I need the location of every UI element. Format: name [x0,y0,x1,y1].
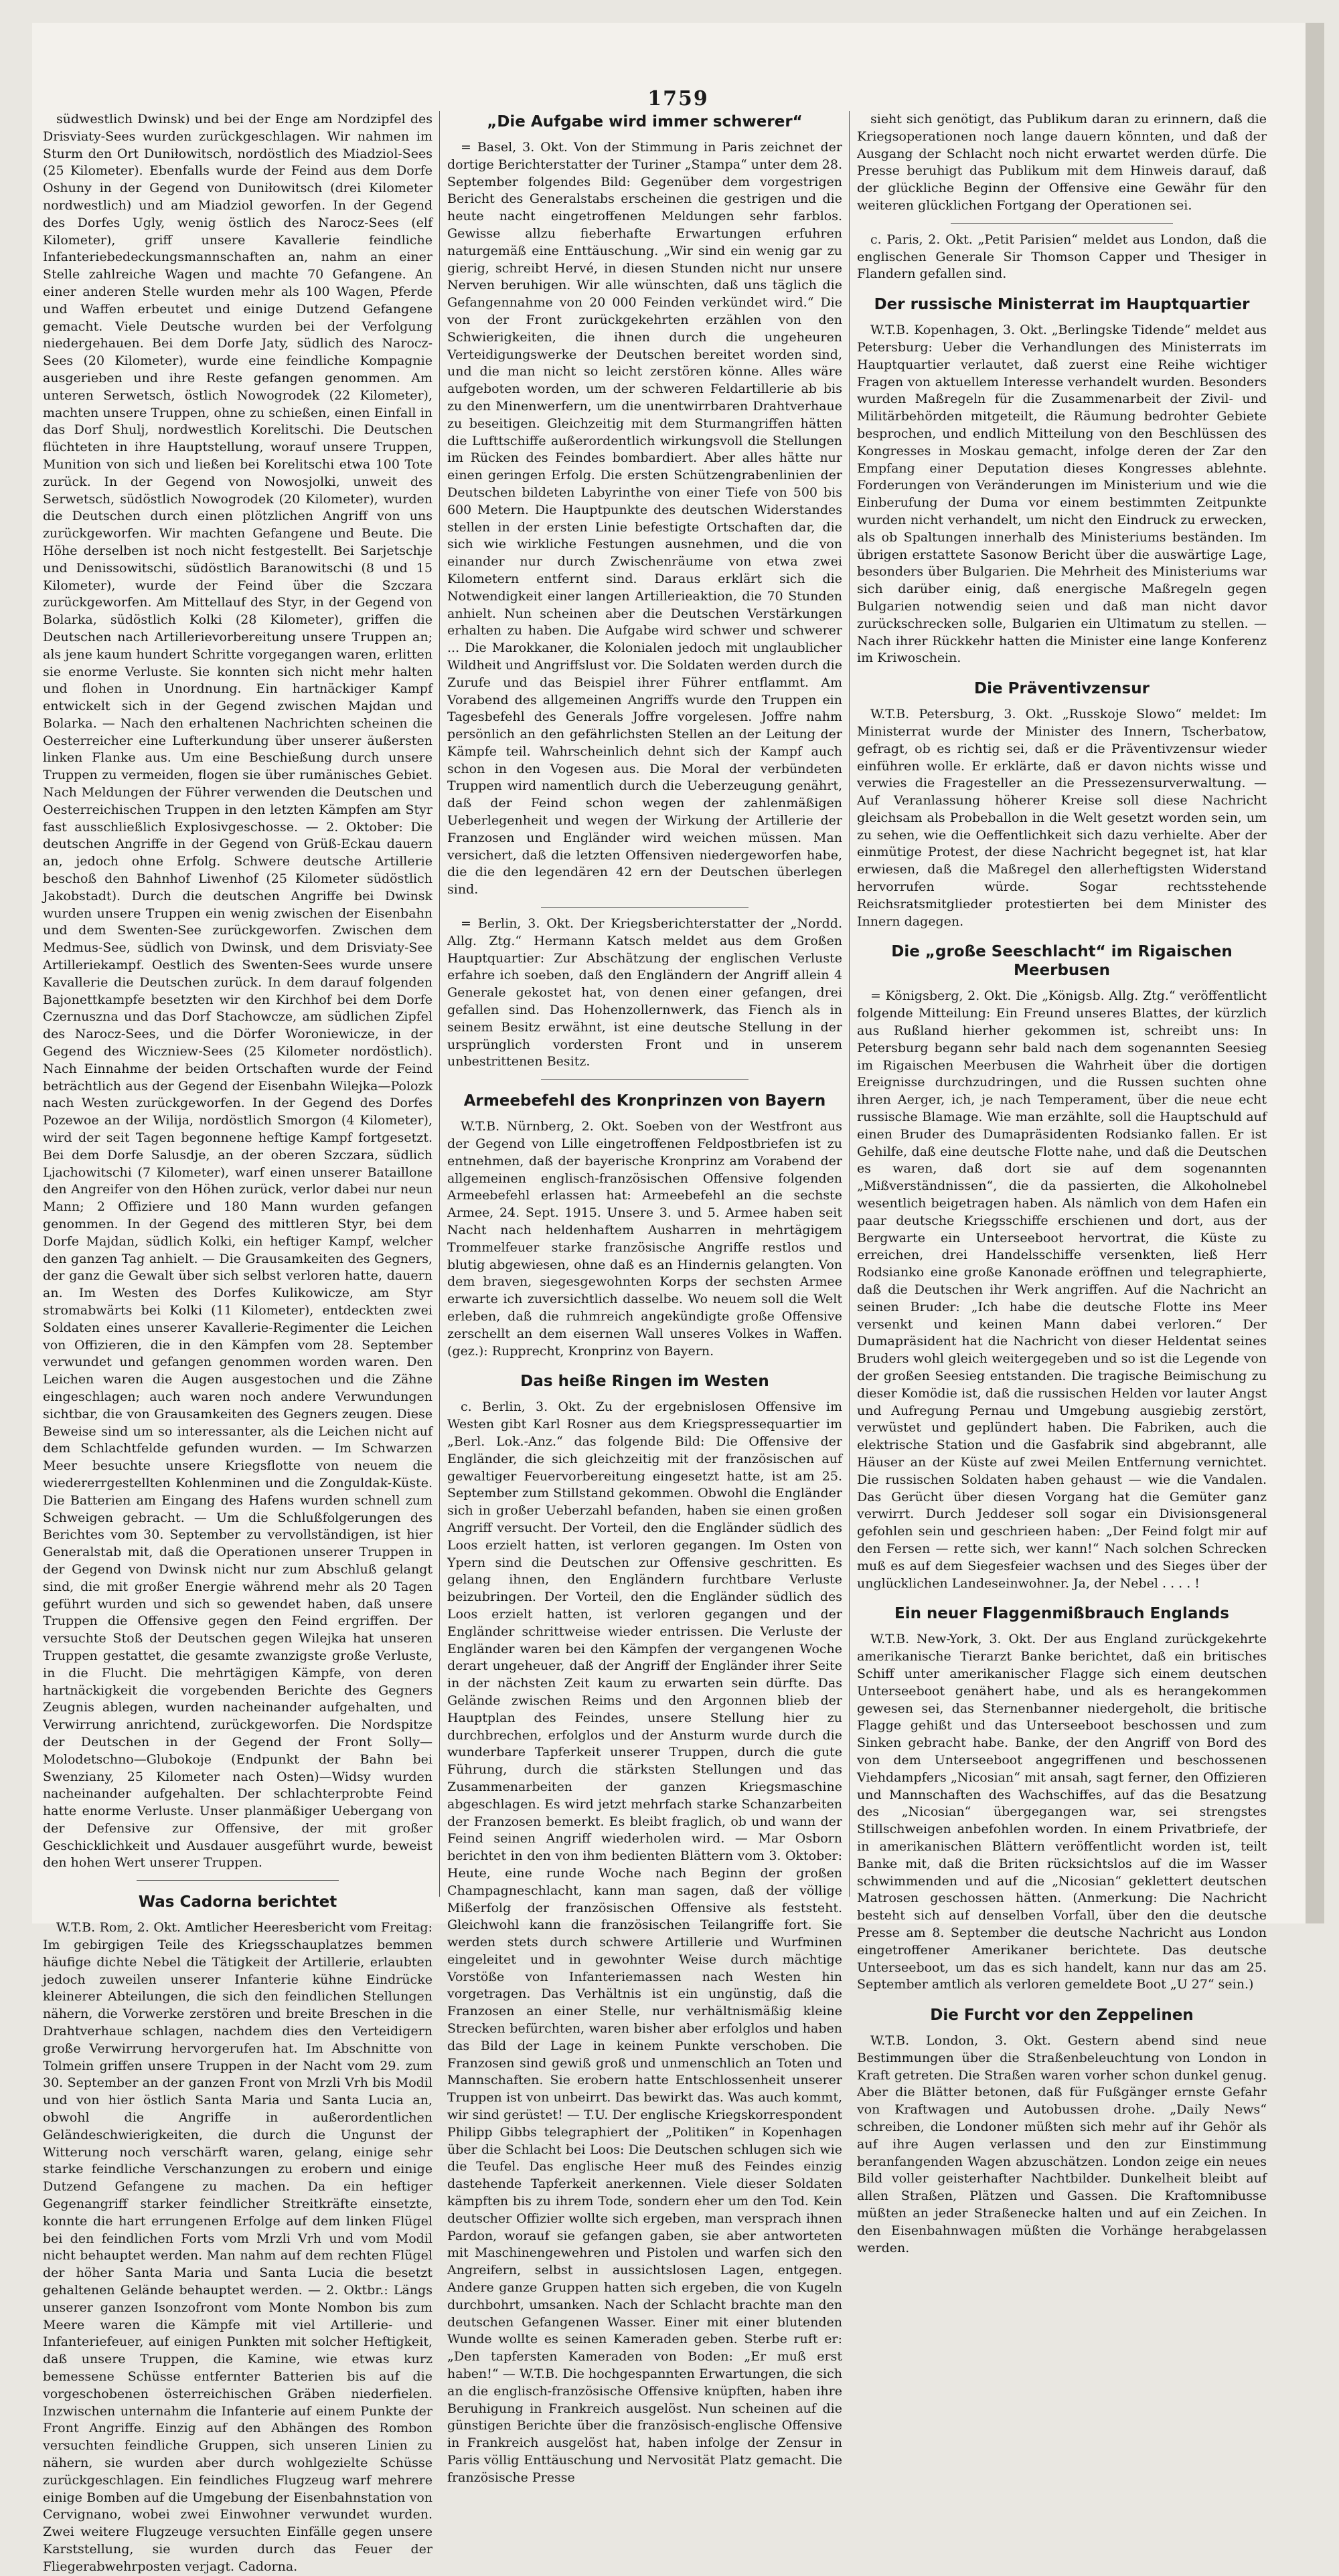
column-2 [447,111,842,2485]
article-text: W.T.B. Kopenhagen, 3. Okt. „Berlingske Tidende“ meldet aus Petersburg: Ueber die Verhandlungen des Ministerrats im Hauptquartier verlautet, daß zuerst eine Reihe wichtiger Fragen von aktuellem Interesse verhandelt wurden. Besonders wurden Maßregeln für die Zusammenarbeit der Zivil- und Militärbehörden mitgeteilt, die Räumung bedrohter Gebiete besprochen, und endlich Mitteilung von den Beschlüssen des Kongresses in Moskau gemacht, infolge deren der Zar den Empfang einer Deputation dieses Kongresses ablehnte. Forderungen von Veränderungen im Ministerium und wie die Einberufung der Duma vor einem bestimmten Zeitpunkte wurden nicht verhandelt, um nicht den Eindruck zu erwecken, als ob Spaltungen innerhalb des Ministeriums beständen. Im übrigen erstattete Sasonow Bericht über die auswärtige Lage, besonders über Bulgarien. Die Mehrheit des Ministeriums war sich darüber einig, daß energische Maßregeln gegen Bulgarien notwendig seien und daß man nicht davor zurückschrecken solle, Bulgarien ein Ultimatum zu stellen. — Nach ihrer Rückkehr hatten die Minister eine lange Konferenz im Kriwoschein. [857,323,1267,666]
article-text: = Berlin, 3. Okt. Der Kriegsberichterstatter der „Nordd. Allg. Ztg.“ Hermann Katsch meldet aus dem Großen Hauptquartier: Zur Abschätzung der englischen Verluste erfahre ich soeben, daß den Engländern der Angriff allein 4 Generale gekostet hat, von denen einer gefangen, drei gefallen sind. Das Hohenzollernwerk, das Fiench als in seinem Besitz erwähnt, ist eine deutsche Stellung in der ursprünglich vordersten Front und in unserem unbestrittenen Besitz. [447,916,842,1069]
column-rule [849,111,850,1897]
article-heading: Die Furcht vor den Zeppelinen [930,2006,1194,2025]
article-text: W.T.B. Rom, 2. Okt. Amtlicher Heeresbericht vom Freitag: Im gebirgigen Teile des Kriegsschauplatzes bemmen häufige dichte Nebel die Tätigkeit der Artillerie, erlaubten jedoch zuweilen unserer Infanterie kühne Eindrücke kleinerer Abteilungen, die sich den feindlichen Stellungen nähern, die Vorwerke zerstören und breite Breschen in die Drahtverhaue schlagen, nachdem dies den Verteidigern große Verwirrung hervorgerufen hat. Im Abschnitte von Tolmein griffen unsere Truppen in der Nacht vom 29. zum 30. September an der ganzen Front von Mrzli Vrh bis Modil und von hier östlich Santa Maria und Santa Lucia an, obwohl die Angriffe in außerordentlichen Geländeschwierigkeiten, die durch die Ungunst der Witterung noch verschärft waren, gelang, einige sehr starke feindliche Verschanzungen zu erobern und einige Dutzend Gefangene zu machen. Da ein heftiger Gegenangriff starker feindlicher Streitkräfte einsetzte, konnte die hart errungenen Erfolge auf dem linken Flügel bei den feindlichen Forts vom Mrzli Vrh und vom Modil nicht behauptet werden. Man nahm auf dem rechten Flügel der höher Santa Maria und Santa Lucia die besetzt gehaltenen Gelände behauptet werden. — 2. Oktbr.: Längs unserer ganzen Isonzofront vom Monte Nombon bis zum Meere waren die Kämpfe mit viel Artillerie- und Infanteriefeuer, auf einigen Punkten mit solcher Heftigkeit, daß unsere Truppen, die Kamine, wie etwas kurz bemessene Schüsse entfernter Batterien bis auf die vorgeschobenen österreichischen Gräben niederfielen. Inzwischen unternahm die Infanterie auf einem Punkte der Front Angriffe. Einzig auf den Abhängen des Rombon versuchten feindliche Gruppen, sich unseren Linien zu nähern, sie wurden aber durch wohlgezielte Schüsse zurückgeschlagen. Ein feindliches Flugzeug warf mehrere einige Bomben auf die Umgebung der Eisenbahnstation von Cervignano, wobei zwei Einwohner verwundet wurden. Zwei weitere Flugzeuge versuchten Einfälle gegen unsere Karststellung, sie wurden durch das Feuer der Fliegerabwehrposten verjagt. Cadorna. [43,1920,432,2574]
page-edge [1306,23,1324,1923]
divider [951,223,1173,224]
article-text: W.T.B. Petersburg, 3. Okt. „Russkoje Slowo“ meldet: Im Ministerrat wurde der Minister des Innern, Tscherbatow, gefragt, ob es richtig sei, daß er die Präventivzensur wieder einführen wolle. Er erklärte, daß er davon nichts wisse und verwies die Fragesteller an die Pressezensurverwaltung. — Auf Veranlassung höherer Kreise soll diese Nachricht gleichsam als Probeballon in die Welt gesetzt worden sein, um zu sehen, wie die Oeffentlichkeit sich dazu verhielte. Aber der einmütige Protest, der diese Nachricht begegnet ist, hat klar erwiesen, daß die Maßregel den allerheftigsten Widerstand hervorrufen würde. Sogar rechtsstehende Reichsratsmitglieder protestierten bei dem Minister des Innern dagegen. [857,707,1267,929]
article-text: = Königsberg, 2. Okt. Die „Königsb. Allg. Ztg.“ veröffentlicht folgende Mitteilung: Ein Freund unseres Blattes, der kürzlich aus Rußland hierher gekommen ist, schreibt uns: In Petersburg begann sehr bald nach dem sogenannten Seesieg im Rigaischen Meerbusen die Wahrheit über die dortigen Ereignisse durchzudringen, und die Russen suchten ohne ihren Aerger, ich, je nach Temperament, über die neue echt russische Blamage. Wie man erzählte, soll die Hauptschuld auf einen Bruder des Dumapräsidenten Rodsianko fallen. Er ist Gehilfe, daß eine deutsche Flotte nahe, und daß die Deutschen es waren, daß dort sie auf dem sogenannten „Mißverständnissen“, die da passierten, die Alkoholnebel wesentlich beigetragen haben. Als nämlich von dem Hafen ein paar deutsche Kriegsschiffe erschienen und dort, aus der Bergwarte ein Unterseeboot hervortrat, die Küste zu erreichen, drei Handelsschiffe versenkten, ließ Herr Rodsianko eine große Kanonade eröffnen und telegraphierte, daß die Deutschen ihr Werk angriffen. Auf die Nachricht an seinen Bruder: „Ich habe die deutsche Flotte ins Meer versenkt und keinen Mann dabei verloren.“ Der Dumapräsident hat die Nachricht von dieser Heldentat seines Bruders wohl gleich weitergegeben und so ist die Legende von der großen Seesieg entstanden. Die tragische Beimischung zu dieser Komödie ist, daß die russischen Helden vor lauter Angst und Aufregung Pernau und Umgebung ausgiebig zerstört, verwüstet und geplündert haben. Die Fabriken, auch die elektrische Station und die Gasfabrik sind abgebrannt, alle Häuser an der Küste auf zwei Meilen Entfernung vernichtet. Die russischen Soldaten haben gehaust — wie die Vandalen. Das Gerücht über diesen Vorgang hat die Gemüter ganz verwirrt. Durch Jeddeser soll sogar ein Divisionsgeneral gefohlen sein und geschrieen haben: „Der Feind folgt mir auf den Fersen — rette sich, wer kann!“ Nach solchen Schrecken muß es auf dem Siegesfeier wachsen und des Sieges über der unglücklichen Landeseinwohner. Ja, der Nebel . . . . ! [857,989,1267,1591]
article-heading: Armeebefehl des Kronprinzen von Bayern [463,1092,826,1110]
article-text: c. Paris, 2. Okt. „Petit Parisien“ meldet aus London, daß die englischen Generale Sir Thomson Capper und Thesiger in Flandern gefallen sind. [857,232,1267,282]
article-heading: „Die Aufgabe wird immer schwerer“ [487,113,803,131]
article-heading: Die Präventivzensur [974,680,1150,698]
divider [137,1880,339,1881]
column-3 [857,111,1267,2255]
article-heading: Die „große Seeschlacht“ im Rigaischen Meerbusen [891,943,1233,980]
article-heading: Das heiße Ringen im Westen [520,1373,769,1391]
article-text: W.T.B. New-York, 3. Okt. Der aus England zurückgekehrte amerikanische Tierarzt Banke berichtet, daß ein britisches Schiff unter amerikanischer Flagge sich einem deutschen Unterseeboot genähert habe, und als es herangekommen gewesen sei, das Sternenbanner niedergeholt, die britische Flagge gehißt und das Unterseeboot beschossen und zum Sinken gebracht habe. Banke, der den Angriff von Bord des von dem Unterseeboot angegriffenen und beschossenen Viehdampfers „Nicosian“ mit ansah, sagt ferner, den Offizieren und Mannschaften des Wachschiffes, auf das die Besatzung des „Nicosian“ übergegangen war, sei strengstes Stillschweigen anbefohlen worden. In einem Privatbriefe, der in amerikanischen Blättern veröffentlicht worden ist, teilt Banke mit, daß die Briten rücksichtslos auf die im Wasser schwimmenden und auf die „Nicosian“ geklettert deutschen Matrosen geschossen hätten. (Anmerkung: Die Nachricht besteht sich auf denselben Vorfall, über den die deutsche Presse am 8. September die deutsche Nachricht aus London eingetroffener Amerikaner berichtete. Das deutsche Unterseeboot, um das es sich handelt, kann nur das am 25. September amtlich als verloren gemeldete Boot „U 27“ sein.) [857,1632,1267,1992]
article-heading: Der russische Ministerrat im Hauptquartier [874,296,1250,314]
article-text: W.T.B. London, 3. Okt. Gestern abend sind neue Bestimmungen über die Straßenbeleuchtung von London in Kraft getreten. Die Straßen waren vorher schon dunkel genug. Aber die Blätter betonen, daß für Fußgänger ernste Gefahr von Kraftwagen und Autobussen drohe. „Daily News“ schreiben, die Londoner müßten sich mehr auf ihr Gehör als auf ihre Augen verlassen und den zur Einstimmung beranfangenden Wagen abzuschätzen. London zeige ein neues Bild voller geisterhafter Nachtbilder. Dunkelheit bleibt auf allen Straßen, Plätzen und Gassen. Die Kraftomnibusse müßten an jeder Straßenecke halten und auf ein Zeichen. In den Eisenbahnwagen müßten die Vorhänge herabgelassen werden. [857,2033,1267,2255]
article-text: = Basel, 3. Okt. Von der Stimmung in Paris zeichnet der dortige Berichterstatter der Turiner „Stampa“ unter dem 28. September folgendes Bild: Gegenüber dem vorgestrigen Bericht des Generalstabs erscheinen die gestrigen und die heute nacht eingetroffenen Meldungen sehr farblos. Gewisse allzu fieberhafte Erwartungen erfuhren naturgemäß eine Enttäuschung. „Wir sind ein wenig gar zu gierig, schreibt Hervé, in diesen Stunden nicht nur unsere Nerven beruhigen. Wir alle wünschten, daß uns täglich die Gefangennahme von 20 000 Feinden verkündet wird.“ Die von der Front zurückgekehrten erzählen von den Schwierigkeiten, die ihnen durch die ungeheuren Verteidigungswerke der Deutschen bereitet worden sind, und die man nicht so leicht zerstören könne. Alles wäre aufgeboten worden, um der schweren Feldartillerie ab bis zu den Minenwerfern, um die unentwirrbaren Drahtverhaue zu beseitigen. Gleichzeitig mit dem Sturmangriffen hätten die Lufttschiffe außerordentlich wirkungsvoll die Stellungen im Rücken des Feindes bombardiert. Aber alles hätte nur einen geringen Erfolg. Die ersten Schützengrabenlinien der Deutschen bildeten Labyrinthe von einer Tiefe von 500 bis 600 Metern. Die Hauptpunkte des deutschen Widerstandes stellen in der ersten Linie befestigte Ortschaften dar, die sich wie wirkliche Festungen ausnehmen, und die von einander nur durch Zwischenräume von etwa zwei Kilometern entfernt sind. Daraus erklärt sich die Notwendigkeit einer langen Artillerieaktion, die 70 Stunden anhielt. Nun scheinen aber die Deutschen Verstärkungen erhalten zu haben. Die Aufgabe wird schwer und schwerer ... Die Marokkaner, die Kolonialen jedoch mit unglaublicher Wildheit und Angriffslust vor. Die Soldaten werden durch die Zurufe und das Beispiel ihrer Führer entflammt. Am Vorabend des allgemeinen Angriffs wurde den Truppen ein Tagesbefehl des Generals Joffre vorgelesen. Joffre nahm persönlich an den gefährlichsten Stellen an der Leitung der Kämpfe teil. Wahrscheinlich dehnt sich der Kampf auch schon in den Vogesen aus. Die Moral der verbündeten Truppen wird namentlich durch die Ueberzeugung genährt, daß der Feind schon wegen der zahlenmäßigen Ueberlegenheit und wegen der Wirkung der Artillerie der Franzosen und Engländer wird weichen müssen. Man versichert, daß die letzten Offensiven niedergeworfen habe, die die den legendären 42 ern der Deutschen überlegen sind. [447,140,842,897]
article-text: c. Berlin, 3. Okt. Zu der ergebnislosen Offensive im Westen gibt Karl Rosner aus dem Kriegspressequartier im „Berl. Lok.-Anz.“ das folgende Bild: Die Offensive der Engländer, die sich gleichzeitig mit der französischen auf gewaltiger Feuervorbereitung eingesetzt hatte, ist am 25. September zum Stillstand gekommen. Obwohl die Engländer sich in großer Ueberzahl befanden, haben sie einen großen Angriff versucht. Der Vorteil, den die Engländer südlich des Loos erzielt hatten, ist verloren gegangen. Im Osten von Ypern sind die Deutschen zur Offensive geschritten. Es gelang ihnen, den Engländern furchtbare Verluste beizubringen. Der Vorteil, den die Engländer südlich des Loos erzielt hatten, ist verloren gegangen und der Engländer schrittweise wieder entrissen. Die Verluste der Engländer waren bei den Kämpfen der vergangenen Woche derart ungeheuer, daß der Angriff der Engländer ihrer Seite in der nächsten Zeit kaum zu erwarten sein dürfte. Das Gelände zwischen Reims und den Argonnen blieb der Hauptplan des Feindes, unsere Stellung hier zu durchbrechen, erfolglos und der Ansturm wurde durch die wunderbare Tapferkeit unserer Truppen, durch die gute Führung, durch die stärksten Stellungen und das Zusammenarbeiten der ganzen Kriegsmaschine abgeschlagen. Es wird jetzt mehrfach starke Schanzarbeiten der Franzosen bemerkt. Es bleibt fraglich, ob und wann der Feind seinen Angriff wiederholen wird. — Mar Osborn berichtet in den von ihm bedienten Blättern vom 3. Oktober: Heute, eine runde Woche nach Beginn der großen Champagneschlacht, kann man sagen, daß der völlige Mißerfolg der französischen Offensive als feststeht. Gleichwohl kann die französischen Teilangriffe fort. Sie werden stets durch schwere Artillerie und Wurfminen eingeleitet und in gewohnter Weise durch mächtige Vorstöße von Infanteriemassen nach Westen hin vorgetragen. Das Verhältnis ist ein ungünstig, daß die Franzosen an einer Stelle, nur verhältnismäßig kleine Strecken befürchten, waren bisher aber erfolglos und haben das Bild der Lage in keinem Punkte verschoben. Die Franzosen sind gewiß groß und unmenschlich an Toten und Mannschaften. Sie erobern hatte Entschlossenheit unserer Truppen ist von unbeirrt. Das bewirkt das. Was auch kommt, wir sind gerüstet! — T.U. Der englische Kriegskorrespondent Philipp Gibbs telegraphiert der „Politiken“ in Kopenhagen über die Schlacht bei Loos: Die Deutschen schlugen sich wie die Teufel. Das englische Heer muß des Feindes einzig dastehende Tapferkeit anerkennen. Viele dieser Soldaten kämpften bis zu ihrem Tode, sondern eher um den Tod. Kein deutscher Offizier wollte sich ergeben, man versprach ihnen Pardon, worauf sie gefangen gaben, sie aber antworteten mit Maschinengewehren und Pistolen und warfen sich den Angreifern, selbst in aussichtslosen Lagen, entgegen. Andere ganze Gruppen hatten sich ergeben, die von Kugeln durchbohrt, umsanken. Nach der Schlacht brachte man den deutschen Gefangenen Wasser. Einer mit einer blutenden Wunde wollte es seinen Kameraden geben. Sterbe ruft er: „Den tapfersten Kameraden von Boden: „Er muß erst haben!“ — W.T.B. Die hochgespannten Erwartungen, die sich an die englisch-französische Offensive knüpften, haben ihre Beruhigung in Frankreich ausgelöst. Nun scheinen auf die günstigen Berichte über die französisch-englische Offensive in Frankreich ausgelöst hat, haben infolge der Zensur in Paris völlig Enttäuschung und Nervosität Platz gemacht. Die französische Presse [447,1399,842,2485]
divider [541,1079,749,1080]
newspaper-page [32,23,1324,2574]
page-number: 1759 [647,87,709,110]
column-rule [439,111,440,1897]
article-heading: Was Cadorna berichtet [138,1893,337,1911]
column-1 [43,111,432,2574]
article-text: sieht sich genötigt, das Publikum daran zu erinnern, daß die Kriegsoperationen noch lange dauern könnten, und daß der Ausgang der Schlacht noch nicht erwartet werden dürfe. Die Presse beruhigt das Publikum mit dem Hinweis darauf, daß der glückliche Beginn der Offensive eine Gewähr für den weiteren glücklichen Fortgang der Operationen sei. [857,112,1267,213]
article-text: W.T.B. Nürnberg, 2. Okt. Soeben von der Westfront aus der Gegend von Lille eingetroffenen Feldpostbriefen ist zu entnehmen, daß der bayerische Kronprinz am Vorabend der allgemeinen englisch-französischen Offensive folgenden Armeebefehl erlassen hat: Armeebefehl an die sechste Armee, 24. Sept. 1915. Unsere 3. und 5. Armee haben seit Nacht nach heldenhaftem Ausharren in mehrtägigem Trommelfeuer starke französische Angriffe restlos und blutig abgewiesen, ohne daß es an Hindernis gelangten. Von dem braven, siegesgewohnten Korps der sechsten Armee erwarte ich zuversichtlich dasselbe. Wo neuem soll die Welt erleben, daß die ruhmreich angekündigte große Offensive zerschellt an dem eisernen Wall unseres Volkes in Waffen. (gez.): Rupprecht, Kronprinz von Bayern. [447,1119,842,1359]
article-heading: Ein neuer Flaggenmißbrauch Englands [894,1605,1229,1623]
divider [541,907,749,908]
article-text: südwestlich Dwinsk) und bei der Enge am Nordzipfel des Drisviaty-Sees wurden zurückgeschlagen. Wir nahmen im Sturm den Ort Duniłowitsch, nordöstlich des Miadziol-Sees (25 Kilometer). Ebenfalls wurde der Feind aus dem Dorfe Oshuny in der Gegend von Duniłowitsch (drei Kilometer nordwestlich) und am Miadziol geworfen. In der Gegend des Dorfes Ugly, wenig östlich des Narocz-Sees (elf Kilometer), griff unsere Kavallerie feindliche Infanteriebedeckungsmannschaften an, nahm an einer Stelle zahlreiche Wagen und machte 70 Gefangene. An einer anderen Stelle wurden mehr als 100 Wagen, Pferde und Waffen erbeutet und einige Dutzend Gefangene gemacht. Viele Deutsche wurden bei der Verfolgung niedergehauen. Bei dem Dorfe Jaty, südlich des Narocz-Sees (20 Kilometer), wurde eine feindliche Kompagnie ausgerieben und ihre Reste gefangen genommen. Am unteren Serwetsch, östlich Nowogrodek (22 Kilometer), machten unsere Truppen, ohne zu schießen, einen Einfall in das Dorf Shulj, nordwestlich Korelitschi. Die Deutschen flüchteten in ihre Hauptstellung, worauf unsere Truppen, Munition von sich und ließen bei Korelitschi etwa 100 Tote zurück. In der Gegend von Nowosjolki, unweit des Serwetsch, südöstlich Nowogrodek (20 Kilometer), wurden die Deutschen durch einen plötzlichen Angriff von uns zurückgeworfen. Wir machten Gefangene und Beute. Die Höhe derselben ist noch nicht festgestellt. Bei Sarjetschje und Denissowitschi, südöstlich Baranowitschi (8 und 15 Kilometer), wurde der Feind über die Szczara zurückgeworfen. Am Mittellauf des Styr, in der Gegend von Bolarka, südöstlich Kolki (28 Kilometer), griffen die Deutschen nach Artillerievorbereitung unsere Truppen an; als jene kaum hundert Schritte vorgegangen waren, erlitten sie enorme Verluste. Sie konnten sich nicht mehr halten und flohen in Unordnung. Ein hartnäckiger Kampf entwickelt sich in der Gegend zwischen Majdan und Bolarka. — Nach den erhaltenen Nachrichten scheinen die Oesterreicher eine Lufterkundung über unserer äußersten linken Flanke aus. Um eine Beschießung durch unsere Truppen zu vermeiden, flogen sie über rumänisches Gebiet. Nach Meldungen der Führer verwenden die Deutschen und Oesterreichischen Truppen in den letzten Kämpfen am Styr fast ausschließlich Explosivgeschosse. — 2. Oktober: Die deutschen Angriffe in der Gegend von Grüß-Eckau dauern an, jedoch ohne Erfolg. Schwere deutsche Artillerie beschoß den Bahnhof Liwenhof (25 Kilometer südöstlich Jakobstadt). Durch die deutschen Angriffe bei Dwinsk wurden unsere Truppen ein wenig zwischen der Eisenbahn und dem Swenten-See zurückgeworfen. Zwischen dem Medmus-See, südlich von Dwinsk, und dem Drisviaty-See Artilleriekampf. Oestlich des Swenten-Sees wurde unsere Kavallerie die Deutschen zurück. In dem darauf folgenden Bajonettkampfe besetzten wir den Kirchhof bei dem Dorfe Czernuszna und das Dorf Stachowcze, am südlichen Zipfel des Narocz-Sees, und die Dörfer Woroniewicze, in der Gegend des Wiczniew-Sees (25 Kilometer nordöstlich). Nach Einnahme der beiden Ortschaften wurde der Feind beträchtlich aus der Gegend der Eisenbahn Wilejka—Polozk nach Westen zurückgeworfen. In der Gegend des Dorfes Pozewoe an der Wilija, nordöstlich Smorgon (4 Kilometer), wird der seit Tagen begonnene heftige Kampf fortgesetzt. Bei dem Dorfe Salusdje, an der oberen Szczara, südlich Ljachowitschi (7 Kilometer), warf einen unserer Bataillone den Angreifer von den Höhen zurück, verlor dabei nur neun Mann; 2 Offiziere und 180 Mann wurden gefangen genommen. In der Gegend des mittleren Styr, bei dem Dorfe Majdan, südlich Kolki, ein heftiger Kampf, welcher den ganzen Tag anhielt. — Die Grausamkeiten des Gegners, der ganz die Gewalt über sich selbst verloren hatte, dauern an. Im Westen des Dorfes Kulikowicze, am Styr stromabwärts bei Kolki (11 Kilometer), entdeckten zwei Soldaten eines unserer Kavallerie-Regimenter die Leichen von Offizieren, die in den Kämpfen vom 28. September verwundet und gefangen genommen worden waren. Den Leichen waren die Augen ausgestochen und die Zähne eingeschlagen; auch waren noch andere Verwundungen sichtbar, die von Grausamkeiten des Gegners zeugen. Diese Beweise sind um so interessanter, als die Leichen nicht auf dem Schlachtfelde gefunden wurden. — Im Schwarzen Meer besuchte unsere Kriegsflotte von neuem die wiedererrgestellten Kohlenminen und die Zonguldak-Küste. Die Batterien am Eingang des Hafens wurden schnell zum Schweigen gebracht. — Um die Schlußfolgerungen des Berichtes vom 30. September zu vervollständigen, ist hier Generalstab mit, daß die Operationen unserer Truppen in der Gegend von Dwinsk nicht nur zum Abschluß gelangt sind, die mit großer Energie während mehr als 20 Tagen geführt wurden und sich so gewendet haben, daß unsere Truppen die Offensive gegen den Feind ergriffen. Der versuchte Stoß der Deutschen gegen Wilejka hat unseren Truppen gestattet, die gesamte zwanzigste große Verluste, in die Flucht. Die mehrtägigen Kämpfe, von deren hartnäckigkeit die vorgebenden Berichte des Gegners Zeugnis ablegen, wurden nacheinander aufgehalten, und Verwirrung anrichtend, zurückgeworfen. Die Nordspitze der Deutschen in der Gegend der Front Solly—Molodetschno—Glubokoje (Endpunkt der Bahn bei Swenziany, 25 Kilometer nach Osten)—Widsy wurden nacheinander aufgehalten. Der schlachterprobte Feind hatte enorme Verluste. Unser planmäßiger Uebergang von der Defensive zur Offensive, der mit großer Geschicklichkeit und Ausdauer ausgeführt wurde, beweist den hohen Wert unserer Truppen. [43,112,432,1871]
